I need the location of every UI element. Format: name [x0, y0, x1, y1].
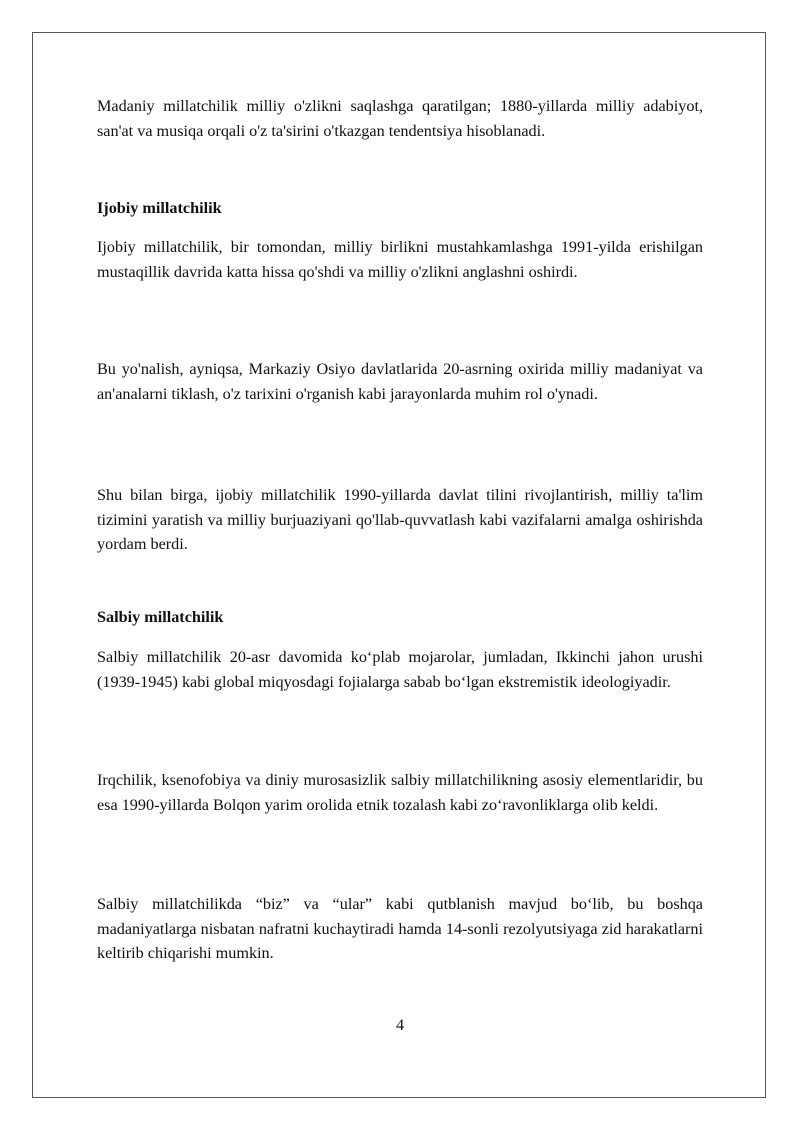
paragraph-positive-3: Shu bilan birga, ijobiy millatchilik 1990-yillarda davlat tilini rivojlantirish, milliy ta'lim tizimini yaratish va milliy burjuaziyani qo'llab-quvvatlash kabi vazifalarni amalga oshirishda yordam berdi. [97, 486, 703, 553]
paragraph-cultural-nationalism: Madaniy millatchilik milliy o'zlikni saqlashga qaratilgan; 1880-yillarda milliy adabiyot, san'at va musiqa orqali o'z ta'sirini o'tkazgan tendentsiya hisoblanadi. [97, 97, 703, 140]
heading-positive-nationalism: Ijobiy millatchilik [97, 199, 222, 217]
heading-negative-nationalism: Salbiy millatchilik [97, 608, 224, 626]
paragraph-positive-2: Bu yo'nalish, ayniqsa, Markaziy Osiyo davlatlarida 20-asrning oxirida milliy madaniyat va an'analarni tiklash, o'z tarixini o'rganish kabi jarayonlarda muhim rol o'ynadi. [97, 360, 703, 403]
page-number: 4 [395, 1016, 405, 1034]
paragraph-negative-2: Irqchilik, ksenofobiya va diniy murosasizlik salbiy millatchilikning asosiy elementlaridir, bu esa 1990-yillarda Bolqon yarim orolida etnik tozalash kabi zo‘ravonliklarga olib keldi. [97, 771, 703, 814]
paragraph-positive-1: Ijobiy millatchilik, bir tomondan, milliy birlikni mustahkamlashga 1991-yilda erishilgan mustaqillik davrida katta hissa qo'shdi va milliy o'zlikni anglashni oshirdi. [97, 238, 703, 281]
paragraph-negative-1: Salbiy millatchilik 20-asr davomida ko‘plab mojarolar, jumladan, Ikkinchi jahon urushi (1939-1945) kabi global miqyosdagi fojialarga sabab bo‘lgan ekstremistik ideologiyadir. [97, 648, 703, 691]
paragraph-negative-3: Salbiy millatchilikda “biz” va “ular” kabi qutblanish mavjud bo‘lib, bu boshqa madaniyatlarga nisbatan nafratni kuchaytiradi hamda 14-sonli rezolyutsiyaga zid harakatlarni keltirib chiqarishi mumkin. [97, 895, 703, 962]
